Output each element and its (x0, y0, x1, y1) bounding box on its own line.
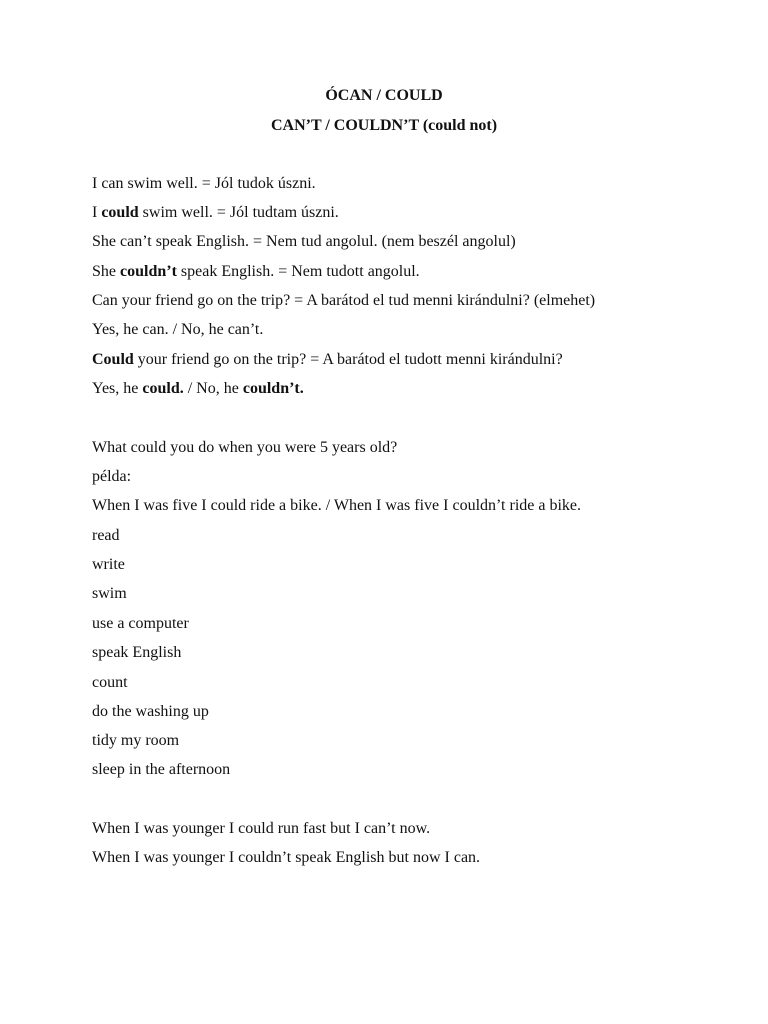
closing-sentence-1: When I was younger I could run fast but I can’t now. (92, 820, 431, 837)
exercise-item: tidy my room (92, 732, 180, 749)
exercise-item: write (92, 556, 125, 573)
bold-fragment: could. (142, 380, 184, 397)
title-line-1: ÓCAN / COULD (325, 87, 443, 104)
exercise-item: count (92, 674, 128, 691)
exercise-question: What could you do when you were 5 years old? (92, 439, 398, 456)
example-sentence-7 (92, 350, 563, 370)
exercise-item: sleep in the afternoon (92, 761, 231, 778)
text-fragment: She can’t speak English. = Nem tud angolul. (nem beszél angolul) (92, 233, 516, 250)
exercise-item: speak English (92, 644, 182, 661)
text-fragment: She (92, 263, 120, 280)
exercise-item: use a computer (92, 615, 189, 632)
example-sentence-3 (92, 232, 516, 252)
text-fragment: Can your friend go on the trip? = A barátod el tud menni kirándulni? (elmehet) (92, 292, 596, 309)
bold-fragment: could (101, 204, 139, 221)
exercise-item: do the washing up (92, 703, 209, 720)
text-fragment: swim well. = Jól tudtam úszni. (138, 204, 339, 221)
example-sentence-2 (92, 203, 339, 223)
bold-fragment: couldn’t. (242, 380, 304, 397)
text-fragment: speak English. = Nem tudott angolul. (176, 263, 420, 280)
example-sentence-8 (92, 379, 304, 399)
text-fragment: I (92, 204, 102, 221)
example-sentence: When I was five I could ride a bike. / When I was five I couldn’t ride a bike. (92, 497, 582, 514)
exercise-item: read (92, 527, 120, 544)
closing-sentence-2: When I was younger I couldn’t speak English but now I can. (92, 849, 481, 866)
example-sentence-4 (92, 262, 420, 282)
example-sentence-5 (92, 291, 595, 311)
text-fragment: your friend go on the trip? = A barátod el tudott menni kirándulni? (133, 351, 563, 368)
text-fragment: / No, he (183, 380, 243, 397)
bold-fragment: Could (92, 351, 134, 368)
text-fragment: Yes, he (92, 380, 143, 397)
example-sentence-6 (92, 320, 263, 340)
title-line-2: CAN’T / COULDN’T (could not) (270, 117, 498, 134)
text-fragment: Yes, he can. / No, he can’t. (92, 321, 264, 338)
example-label: példa: (92, 468, 132, 485)
bold-fragment: couldn’t (120, 263, 177, 280)
exercise-item: swim (92, 585, 127, 602)
text-fragment: I can swim well. = Jól tudok úszni. (92, 175, 316, 192)
example-sentence-1 (92, 174, 316, 194)
